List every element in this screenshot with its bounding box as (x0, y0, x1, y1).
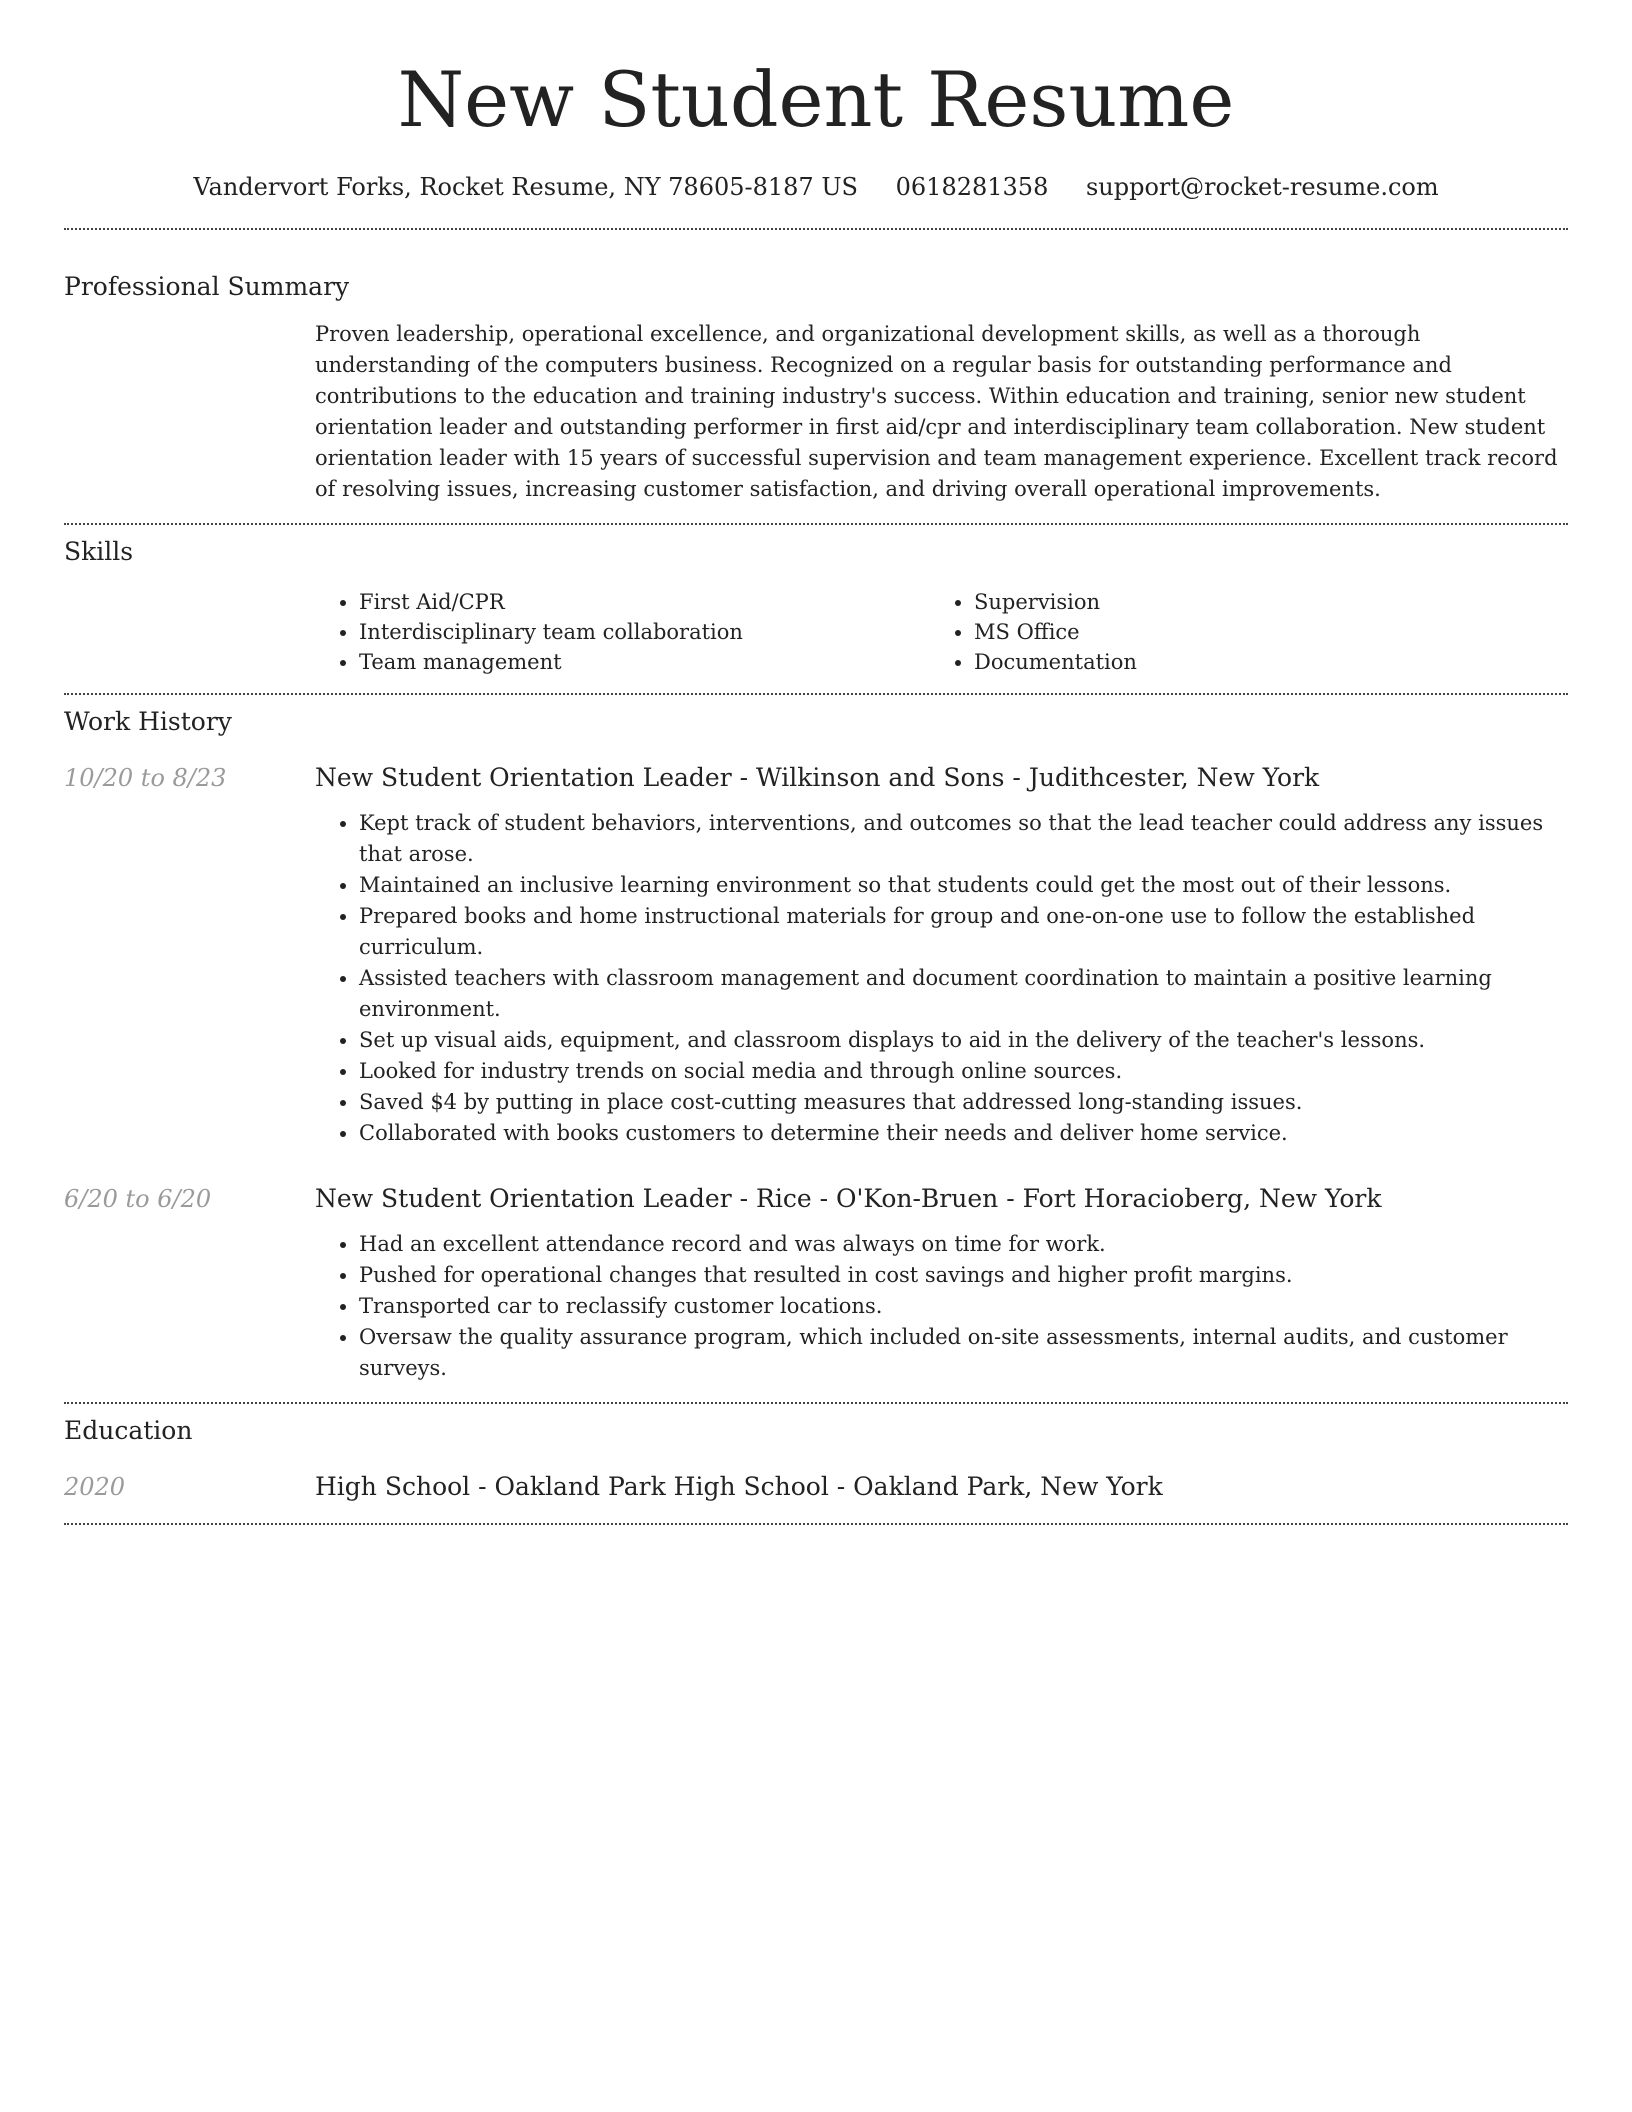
contact-line (64, 170, 1568, 204)
contact-phone: 0618281358 (895, 173, 1049, 201)
education-heading: Education (64, 1416, 193, 1445)
skill-item: • Interdisciplinary team collaboration (359, 617, 930, 647)
job-content (315, 762, 1568, 1149)
summary-heading: Professional Summary (64, 272, 350, 301)
skills-column-right (930, 587, 1545, 677)
contact-address: Vandervort Forks, Rocket Resume, NY 78605-8187 US (193, 173, 858, 201)
job-bullet: • Assisted teachers with classroom management and document coordination to maintain a positive learning environment. (359, 963, 1568, 1025)
job-bullets (315, 1229, 1568, 1384)
education-dates: 2020 (64, 1473, 126, 1501)
section-divider (64, 228, 1568, 230)
job-bullet: • Maintained an inclusive learning environment so that students could get the most out of their lessons. (359, 870, 1568, 901)
job-bullet: • Had an excellent attendance record and was always on time for work. (359, 1229, 1568, 1260)
job-dates: 10/20 to 8/23 (64, 764, 227, 792)
skill-item: • First Aid/CPR (359, 587, 930, 617)
work-history-heading: Work History (64, 707, 232, 736)
job-title: New Student Orientation Leader - Wilkinson and Sons - Judithcester, New York (315, 763, 1320, 792)
job-bullet: • Saved $4 by putting in place cost-cutting measures that addressed long-standing issues. (359, 1087, 1568, 1118)
job-bullet: • Oversaw the quality assurance program, which included on-site assessments, internal audits, and customer surveys. (359, 1322, 1568, 1384)
job-entry (64, 1183, 1568, 1384)
education-title: High School - Oakland Park High School - Oakland Park, New York (315, 1472, 1163, 1501)
education-entry (64, 1471, 1568, 1503)
summary-body (315, 319, 1568, 505)
job-title: New Student Orientation Leader - Rice - O'Kon-Bruen - Fort Horacioberg, New York (315, 1184, 1382, 1213)
skills-heading: Skills (64, 537, 134, 566)
job-dates: 6/20 to 6/20 (64, 1185, 212, 1213)
job-entry (64, 762, 1568, 1149)
education-section (64, 1414, 1568, 1503)
job-bullet: • Kept track of student behaviors, interventions, and outcomes so that the lead teacher could address any issues that arose. (359, 808, 1568, 870)
resume-title: New Student Resume (397, 55, 1235, 144)
skill-item: • Supervision (974, 587, 1545, 617)
education-content (315, 1471, 1568, 1503)
job-bullet: • Pushed for operational changes that resulted in cost savings and higher profit margins. (359, 1260, 1568, 1291)
skills-section (64, 535, 1568, 677)
skill-item: • Team management (359, 647, 930, 677)
work-history-section (64, 705, 1568, 1384)
section-divider (64, 1523, 1568, 1525)
skills-list (315, 587, 1568, 677)
section-divider (64, 523, 1568, 525)
section-divider (64, 693, 1568, 695)
skill-item: • MS Office (974, 617, 1545, 647)
skill-item: • Documentation (974, 647, 1545, 677)
contact-email: support@rocket-resume.com (1085, 173, 1439, 201)
job-bullet: • Prepared books and home instructional materials for group and one-on-one use to follow the established curriculum. (359, 901, 1568, 963)
summary-section (64, 270, 1568, 505)
summary-text: Proven leadership, operational excellence, and organizational development skills, as well as a thorough understanding of the computers business. Recognized on a regular basis for outstanding performance and contributions to the education and training industry's success. Within education and training, senior new student orientation leader and outstanding performer in first aid/cpr and interdisciplinary team collaboration. New student orientation leader with 15 years of successful supervision and team management experience. Excellent track record of resolving issues, increasing customer satisfaction, and driving overall operational improvements. (315, 322, 1558, 501)
section-divider (64, 1402, 1568, 1404)
job-bullet: • Transported car to reclassify customer locations. (359, 1291, 1568, 1322)
resume-page (64, 0, 1568, 1525)
skills-column-left (315, 587, 930, 677)
job-bullet: • Looked for industry trends on social media and through online sources. (359, 1056, 1568, 1087)
job-bullet: • Set up visual aids, equipment, and classroom displays to aid in the delivery of the teacher's lessons. (359, 1025, 1568, 1056)
job-bullet: • Collaborated with books customers to determine their needs and deliver home service. (359, 1118, 1568, 1149)
job-content (315, 1183, 1568, 1384)
job-bullets (315, 808, 1568, 1149)
